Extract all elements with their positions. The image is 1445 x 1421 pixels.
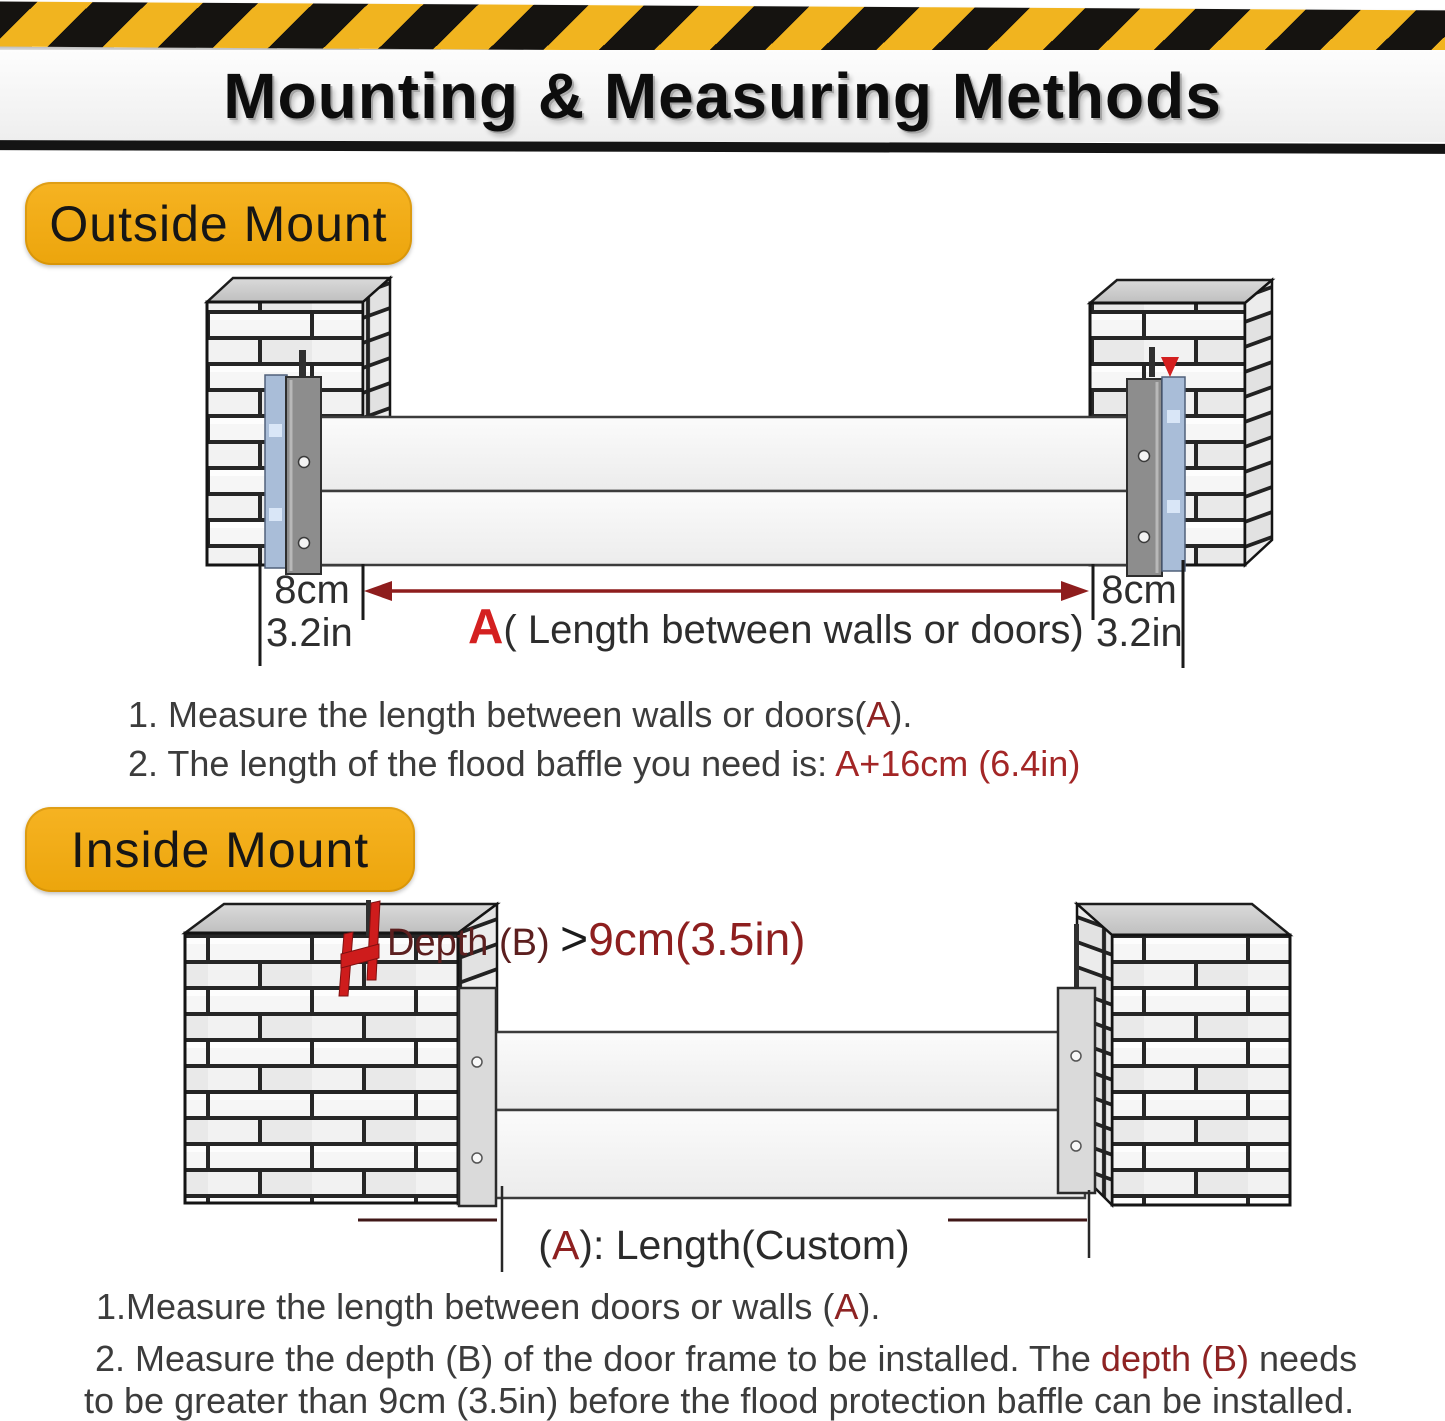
banner-divider [0, 140, 1445, 154]
outside-step-2: 2. The length of the flood baffle you need is: A+16cm (6.4in) [128, 743, 1081, 784]
dimension-a-label [468, 599, 1084, 655]
length-a-label: (A): Length(Custom) [538, 1222, 910, 1268]
inside-step-2-line-2: to be greater than 9cm (3.5in) before the flood protection baffle can be installed. [84, 1380, 1355, 1421]
right-mounting-plate [1058, 988, 1095, 1193]
caution-stripes-icon [0, 1, 1445, 55]
flood-barrier-panels [318, 417, 1136, 565]
right-offset-cm-label: 8cm [1101, 568, 1177, 612]
left-offset-in-label: 3.2in [266, 611, 353, 655]
depth-b-label: Depth (B) >9cm(3.5in) [387, 913, 806, 966]
greater-than-sign: > [560, 913, 589, 966]
depth-b-highlight: depth (B) [1100, 1338, 1249, 1379]
outside-mount-badge-label: Outside Mount [49, 195, 388, 252]
right-offset-in-label: 3.2in [1096, 611, 1183, 655]
right-mounting-bracket [1127, 347, 1185, 576]
inside-step-1: 1.Measure the length between doors or walls (A). [96, 1286, 881, 1327]
outside-mount-badge [25, 182, 412, 265]
left-mounting-plate [459, 988, 496, 1206]
page-title: Mounting & Measuring Methods [223, 60, 1222, 132]
left-mounting-bracket [265, 350, 321, 574]
right-brick-pillar [1074, 904, 1290, 1205]
inside-step-2-line-1: 2. Measure the depth (B) of the door frame to be installed. The depth (B) needs [95, 1338, 1358, 1379]
dimension-a-text: ( Length between walls or doors) [503, 608, 1084, 652]
depth-b-value: 9cm(3.5in) [588, 913, 806, 965]
arrow-left-icon [364, 581, 392, 601]
required-length-formula: A+16cm (6.4in) [835, 743, 1081, 784]
inside-mount-badge-label: Inside Mount [70, 821, 370, 878]
left-offset-cm-label: 8cm [274, 568, 350, 612]
outside-step-1: 1. Measure the length between walls or doors(A). [128, 694, 913, 735]
inside-mount-badge [25, 807, 415, 892]
arrow-right-icon [1061, 581, 1089, 601]
flood-barrier-panels [470, 1032, 1085, 1198]
title-band [0, 50, 1445, 142]
dimension-a-letter: A [468, 600, 504, 654]
